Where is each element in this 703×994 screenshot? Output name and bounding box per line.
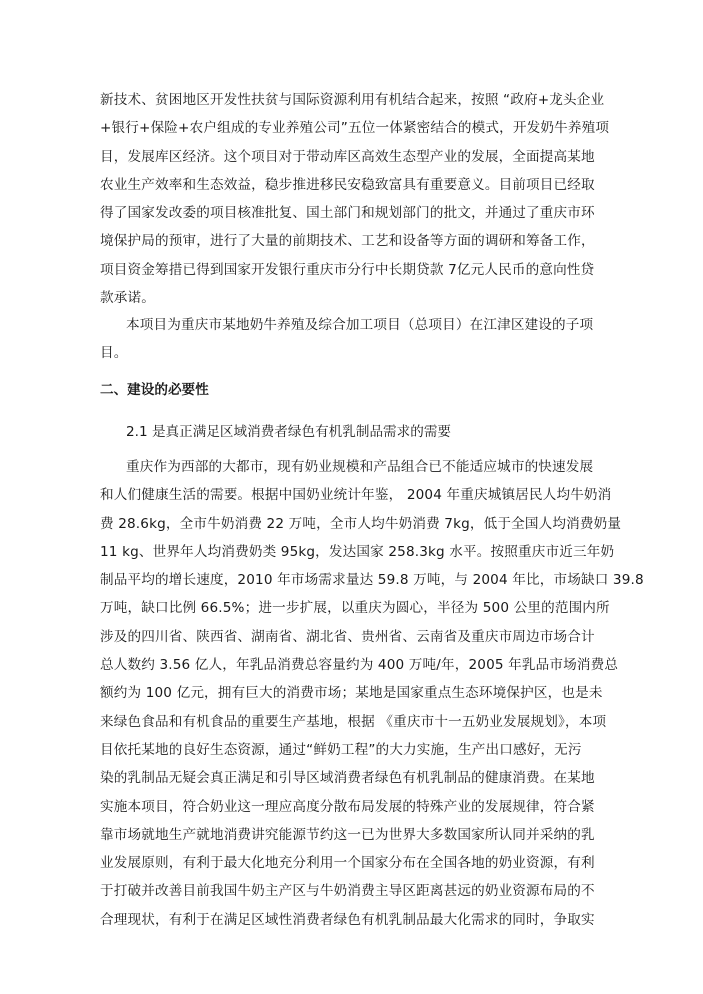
text-line: 靠市场就地生产就地消费讲究能源节约这一已为世界大多数国家所认同并采纳的乳: [100, 826, 595, 843]
text-line: 涉及的四川省、陕西省、湖南省、湖北省、贵州省、云南省及重庆市周边市场合计: [100, 628, 595, 645]
text-line: 款承诺。: [100, 290, 155, 307]
text-line: 和人们健康生活的需要。根据中国奶业统计年鉴， 2004 年重庆城镇居民人均牛奶消: [100, 487, 612, 504]
paragraph-project-background: [100, 86, 640, 312]
text-line: 目，发展库区经济。这个项目对于带动库区高效生态型产业的发展，全面提高某地: [100, 148, 595, 165]
paragraph-subproject-note: [100, 311, 640, 368]
text-line: 境保护局的预审，进行了大量的前期技术、工艺和设备等方面的调研和筹备工作，: [100, 233, 595, 250]
text-line: 本项目为重庆市某地奶牛养殖及综合加工项目（总项目）在江津区建设的子项: [126, 317, 594, 333]
paragraph-necessity-analysis: [100, 453, 644, 934]
text-line: 新技术、贫困地区开发性扶贫与国际资源利用有机结合起来，按照 “政府+龙头企业: [100, 92, 605, 108]
text-line: 目。: [100, 345, 128, 362]
text-line: 万吨，缺口比例 66.5%；进一步扩展，以重庆为圆心，半径为 500 公里的范围内所: [100, 600, 610, 617]
text-line: 得了国家发改委的项目核准批复、国土部门和规划部门的批文，并通过了重庆市环: [100, 205, 595, 222]
text-line: 实施本项目，符合奶业这一理应高度分散布局发展的特殊产业的发展规律，符合紧: [100, 798, 595, 815]
text-line: 目依托某地的良好生态资源，通过“鲜奶工程”的大力实施，生产出口感好，无污: [100, 741, 582, 758]
text-line: 制品平均的增长速度，2010 年市场需求量达 59.8 万吨，与 2004 年比，市场缺口 39.8: [100, 572, 644, 589]
text-line: 重庆作为西部的大都市，现有奶业规模和产品组合已不能适应城市的快速发展: [126, 459, 594, 475]
text-line: 染的乳制品无疑会真正满足和引导区域消费者绿色有机乳制品的健康消费。在某地: [100, 770, 595, 787]
section-heading: 二、建设的必要性: [100, 382, 209, 398]
text-line: +银行+保险+农户组成的专业养殖公司”五位一体紧密结合的模式，开发奶牛养殖项: [100, 120, 610, 137]
text-line: 于打破并改善目前我国牛奶主产区与牛奶消费主导区距离甚远的奶业资源布局的不: [100, 883, 595, 900]
text-line: 项目资金筹措已得到国家开发银行重庆市分行中长期贷款 7亿元人民币的意向性贷: [100, 261, 595, 278]
subsection-heading: 2.1 是真正满足区域消费者绿色有机乳制品需求的需要: [126, 424, 452, 440]
text-line: 费 28.6kg，全市牛奶消费 22 万吨，全市人均牛奶消费 7kg，低于全国人均消费奶量: [100, 515, 622, 532]
text-line: 总人数约 3.56 亿人，年乳品消费总容量约为 400 万吨/年，2005 年乳品市场消费总: [100, 657, 619, 674]
text-line: 额约为 100 亿元，拥有巨大的消费市场；某地是国家重点生态环境保护区，也是未: [100, 685, 603, 702]
text-line: 11 kg、世界年人均消费奶类 95kg，发达国家 258.3kg 水平。按照重庆市近三年奶: [100, 543, 615, 560]
text-line: 业发展原则，有利于最大化地充分利用一个国家分布在全国各地的奶业资源，有利: [100, 855, 595, 872]
text-line: 合理现状，有利于在满足区域性消费者绿色有机乳制品最大化需求的同时，争取实: [100, 911, 595, 928]
text-line: 来绿色食品和有机食品的重要生产基地，根据 《重庆市十一五奶业发展规划》，本项: [100, 713, 607, 730]
text-line: 农业生产效率和生态效益，稳步推进移民安稳致富具有重要意义。目前项目已经取: [100, 176, 595, 193]
